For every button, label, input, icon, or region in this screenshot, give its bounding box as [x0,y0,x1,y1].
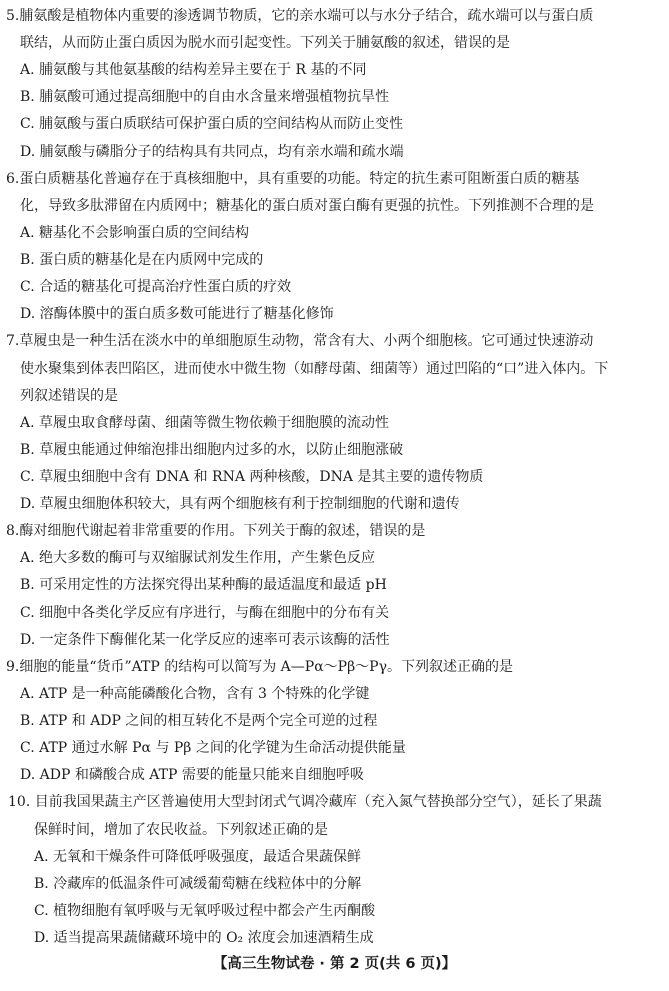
question-6-option-c: C. 合适的糖基化可提高治疗性蛋白质的疗效 [20,279,292,295]
question-6-option-d: D. 溶酶体膜中的蛋白质多数可能进行了糖基化修饰 [20,306,334,322]
question-7-option-c: C. 草履虫细胞中含有 DNA 和 RNA 两种核酸，DNA 是其主要的遗传物质 [20,469,484,485]
question-7-stem-line-1: 7.草履虫是一种生活在淡水中的单细胞原生动物，常含有大、小两个细胞核。它可通过快速游动 [6,333,594,349]
question-10-stem-line-2: 保鲜时间，增加了农民收益。下列叙述正确的是 [34,822,328,838]
question-7-option-d: D. 草履虫细胞体积较大，具有两个细胞核有利于控制细胞的代谢和遗传 [20,496,460,512]
question-10-option-b: B. 冷藏库的低温条件可减缓葡萄糖在线粒体中的分解 [34,876,362,892]
question-5-option-c: C. 脯氨酸与蛋白质联结可保护蛋白质的空间结构从而防止变性 [20,116,404,132]
question-9-option-a: A. ATP 是一种高能磷酸化合物，含有 3 个特殊的化学键 [20,686,370,702]
question-10-option-d: D. 适当提高果蔬储藏环境中的 O₂ 浓度会加速酒精生成 [34,930,374,946]
question-7-option-a: A. 草履虫取食酵母菌、细菌等微生物依赖于细胞膜的流动性 [20,415,390,431]
question-5-option-d: D. 脯氨酸与磷脂分子的结构具有共同点，均有亲水端和疏水端 [20,144,404,160]
question-10-stem-line-1: 10. 目前我国果蔬主产区普遍使用大型封闭式气调冷藏库（充入氮气替换部分空气），延长了果蔬 [8,794,602,810]
question-8-stem-line-1: 8.酶对细胞代谢起着非常重要的作用。下列关于酶的叙述，错误的是 [6,523,426,539]
question-5-stem-line-2: 联结，从而防止蛋白质因为脱水而引起变性。下列关于脯氨酸的叙述，错误的是 [20,35,510,51]
question-8-option-b: B. 可采用定性的方法探究得出某种酶的最适温度和最适 pH [20,577,387,593]
question-6-option-a: A. 糖基化不会影响蛋白质的空间结构 [20,225,250,241]
question-6-stem-line-1: 6.蛋白质糖基化普遍存在于真核细胞中，具有重要的功能。特定的抗生素可阻断蛋白质的糖基 [6,171,580,187]
question-5-stem-line-1: 5.脯氨酸是植物体内重要的渗透调节物质，它的亲水端可以与水分子结合，疏水端可以与蛋白质 [6,8,594,24]
question-8-option-d: D. 一定条件下酶催化某一化学反应的速率可表示该酶的活性 [20,632,390,648]
question-6-stem-line-2: 化，导致多肽滞留在内质网中；糖基化的蛋白质对蛋白酶有更强的抗性。下列推测不合理的是 [20,198,594,214]
question-8-option-a: A. 绝大多数的酶可与双缩脲试剂发生作用，产生紫色反应 [20,550,376,566]
question-9-option-d: D. ADP 和磷酸合成 ATP 需要的能量只能来自细胞呼吸 [20,767,364,783]
question-9-option-c: C. ATP 通过水解 Pα 与 Pβ 之间的化学键为生命活动提供能量 [20,740,406,756]
question-5-option-b: B. 脯氨酸可通过提高细胞中的自由水含量来增强植物抗旱性 [20,89,390,105]
question-7-stem-line-3: 列叙述错误的是 [20,388,118,404]
question-10-option-a: A. 无氧和干燥条件可降低呼吸强度，最适合果蔬保鲜 [34,849,362,865]
question-9-stem-line-1: 9.细胞的能量“货币”ATP 的结构可以简写为 A—Pα～Pβ～Pγ。下列叙述正确的是 [6,659,513,675]
question-5-option-a: A. 脯氨酸与其他氨基酸的结构差异主要在于 R 基的不同 [20,62,367,78]
page-footer: 【高三生物试卷 · 第 2 页(共 6 页)】 [212,956,457,972]
question-7-stem-line-2: 使水聚集到体表凹陷区，进而使水中微生物（如酵母菌、细菌等）通过凹陷的“口”进入体内。下 [20,361,609,377]
question-6-option-b: B. 蛋白质的糖基化是在内质网中完成的 [20,252,264,268]
question-10-option-c: C. 植物细胞有氧呼吸与无氧呼吸过程中都会产生丙酮酸 [34,903,376,919]
question-7-option-b: B. 草履虫能通过伸缩泡排出细胞内过多的水，以防止细胞涨破 [20,442,404,458]
question-9-option-b: B. ATP 和 ADP 之间的相互转化不是两个完全可逆的过程 [20,713,378,729]
question-8-option-c: C. 细胞中各类化学反应有序进行，与酶在细胞中的分布有关 [20,605,390,621]
